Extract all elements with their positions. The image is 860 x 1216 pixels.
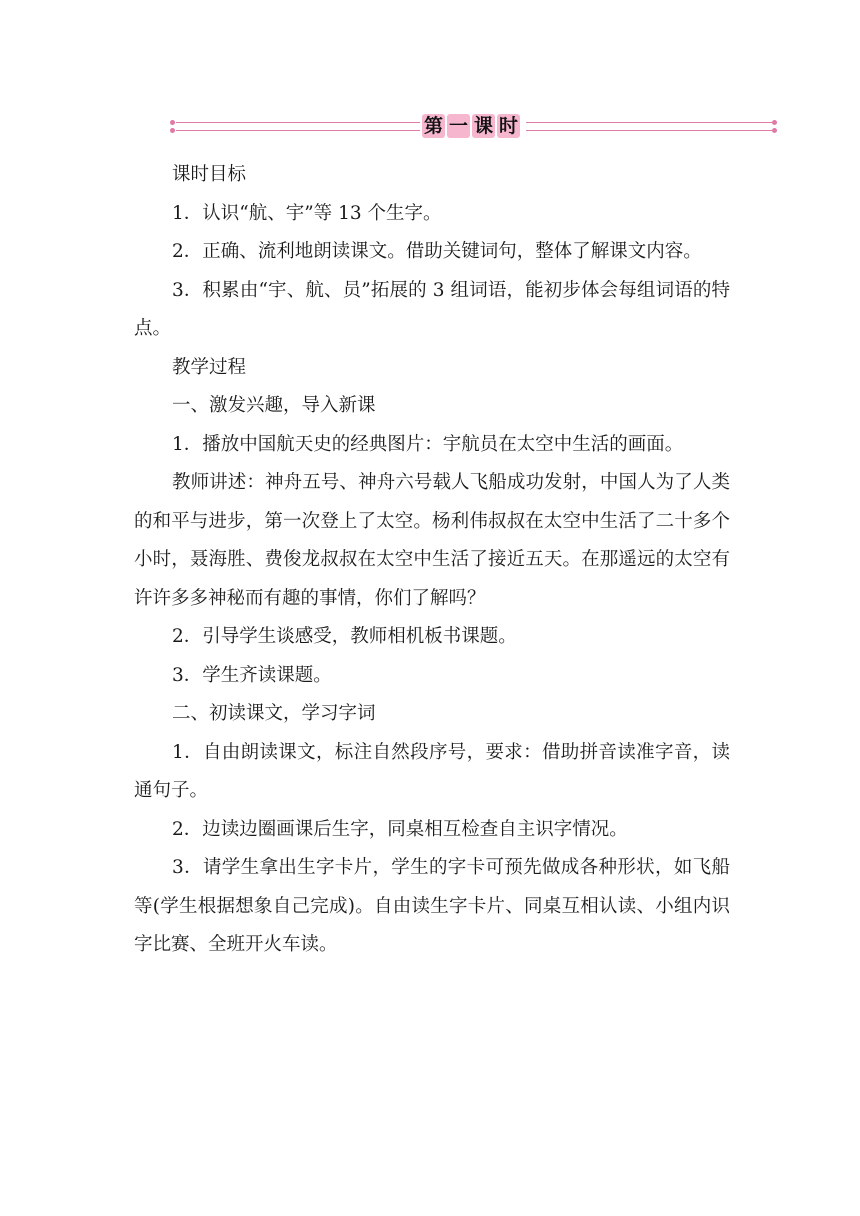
banner-dot	[772, 128, 777, 133]
heading-process: 教学过程	[172, 356, 247, 378]
step-item: 2．边读边圈画课后生字，同桌相互检查自主识字情况。	[172, 818, 628, 840]
heading-objectives: 课时目标	[172, 164, 247, 185]
section-banner	[170, 114, 780, 140]
step-item: 1．自由朗读课文，标注自然段序号，要求：借助拼音读准字音，读通句子。	[134, 741, 730, 801]
body-paragraph: 教师讲述：神舟五号、神舟六号载人飞船成功发射，中国人为了人类的和平与进步，第一次登上了太空。杨利伟叔叔在太空中生活了二十多个小时，聂海胜、费俊龙叔叔在太空中生活了接近五天。在那遥远的太空有许许多多神秘而有趣的事情，你们了解吗？	[134, 472, 730, 609]
section-title-char: 课	[473, 115, 493, 137]
step-item: 1．播放中国航天史的经典图片：宇航员在太空中生活的画面。	[172, 433, 684, 455]
banner-line	[176, 130, 420, 131]
objective-item: 2．正确、流利地朗读课文。借助关键词句，整体了解课文内容。	[172, 241, 702, 262]
step-item: 2．引导学生谈感受，教师相机板书课题。	[172, 626, 517, 647]
section-title-char: 一	[448, 115, 468, 137]
objective-item: 3．积累由“宇、航、员”拓展的 3 组词语，能初步体会每组词语的特点。	[134, 279, 730, 339]
banner-line	[176, 122, 420, 123]
section-title	[422, 114, 520, 140]
objective-item: 1．认识“航、宇”等 13 个生字。	[172, 202, 442, 224]
section-heading: 二、初读课文，学习字词	[172, 703, 376, 724]
step-item: 3．学生齐读课题。	[172, 664, 332, 686]
banner-line	[526, 122, 772, 123]
banner-dot	[772, 120, 777, 125]
section-title-char: 第	[423, 115, 443, 137]
banner-dot	[170, 128, 175, 133]
banner-line	[526, 130, 772, 131]
banner-dot	[170, 120, 175, 125]
section-title-char: 时	[498, 115, 518, 137]
lesson-body	[134, 156, 730, 965]
step-item: 3．请学生拿出生字卡片，学生的字卡可预先做成各种形状，如飞船等(学生根据想象自己完成)。自由读生字卡片、同桌互相认读、小组内识字比赛、全班开火车读。	[134, 857, 730, 955]
section-heading: 一、激发兴趣，导入新课	[172, 395, 376, 416]
